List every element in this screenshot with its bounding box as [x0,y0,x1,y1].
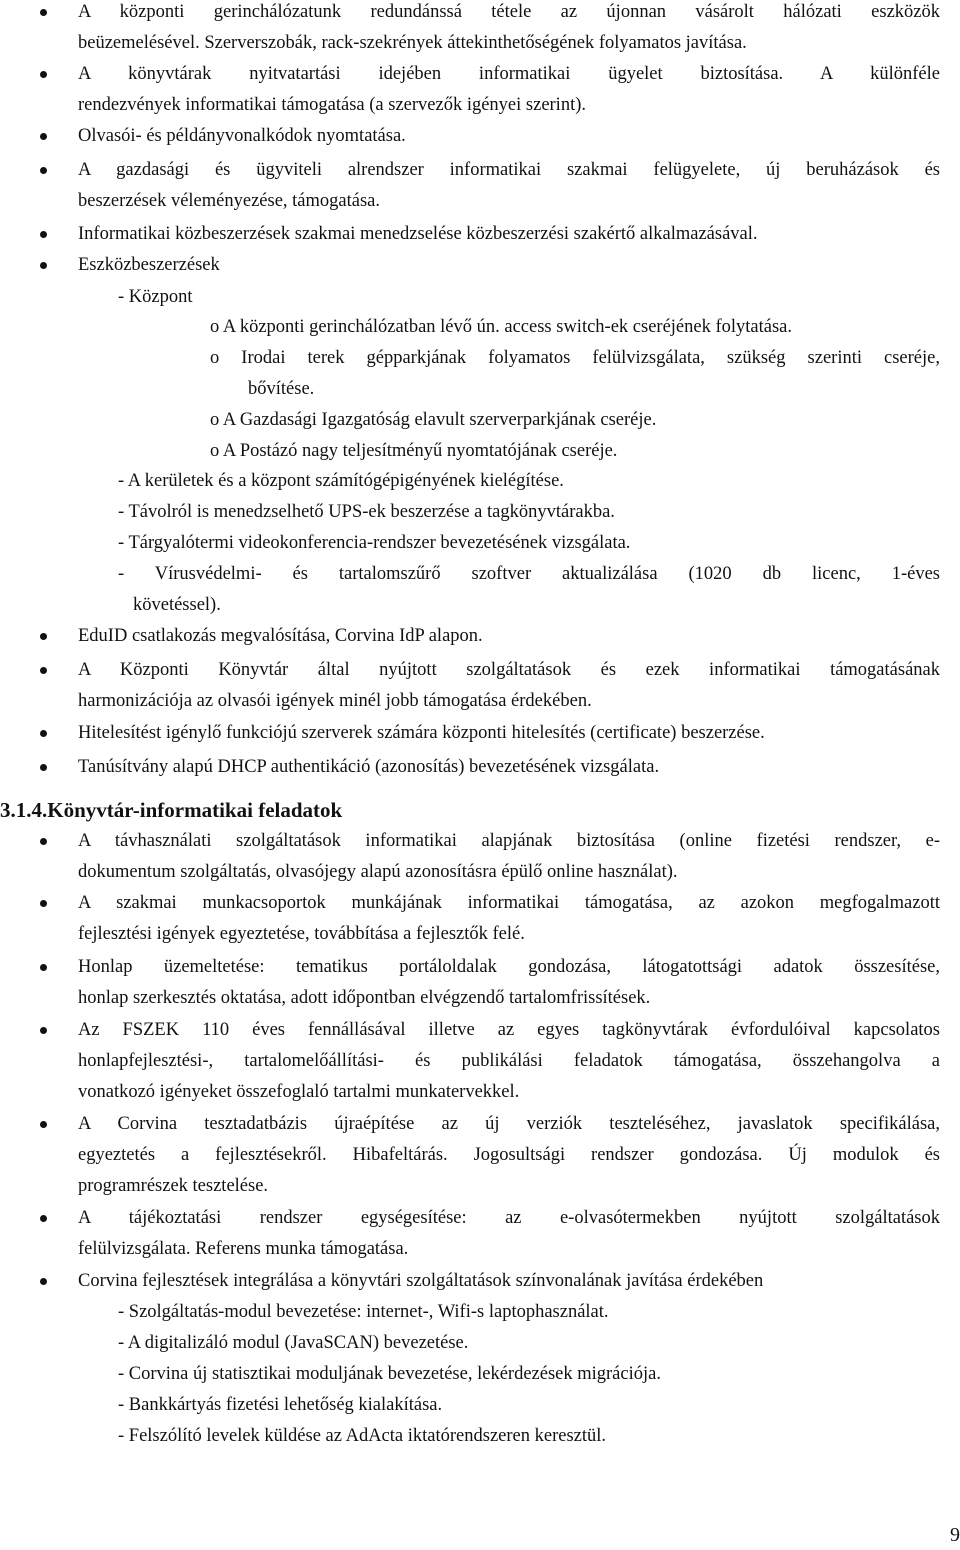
dash-item: - A digitalizáló modul (JavaSCAN) bevezetése. [118,1333,469,1353]
dash-item: - A kerületek és a központ számítógépigényének kielégítése. [118,471,564,491]
bullet-text: A távhasználati szolgáltatások informatikai alapjának biztosítása (online fizetési rendszer, e- [78,831,940,851]
bullet-icon [40,167,47,174]
dash-item: - Felszólító levelek küldése az AdActa iktatórendszeren keresztül. [118,1426,607,1446]
sub-item: o Irodai terek gépparkjának folyamatos felülvizsgálata, szükség szerinti cseréje, [210,348,940,368]
bullet-text: EduID csatlakozás megvalósítása, Corvina IdP alapon. [78,626,483,646]
bullet-text: fejlesztési igények egyeztetése, továbbítása a fejlesztők felé. [78,924,525,944]
sub-item: o A Gazdasági Igazgatóság elavult szerverparkjának cseréje. [210,410,657,430]
bullet-text: A könyvtárak nyitvatartási idejében informatikai ügyelet biztosítása. A különféle [78,64,940,84]
bullet-text: harmonizációja az olvasói igények minél jobb támogatása érdekében. [78,691,592,711]
bullet-icon [40,9,47,16]
dash-item: - Bankkártyás fizetési lehetőség kialakítása. [118,1395,443,1415]
bullet-text: A Központi Könyvtár által nyújtott szolgáltatások és ezek informatikai támogatásának [78,660,940,680]
sub-item: o A központi gerinchálózatban lévő ún. access switch-ek cseréjének folytatása. [210,317,793,337]
bullet-icon [40,964,47,971]
dash-item: - Tárgyalótermi videokonferencia-rendszer bevezetésének vizsgálata. [118,533,631,553]
bullet-icon [40,133,47,140]
bullet-icon [40,633,47,640]
bullet-icon [40,764,47,771]
bullet-text: Corvina fejlesztések integrálása a könyvtári szolgáltatások színvonalának javítása érdekében [78,1271,764,1291]
bullet-text: beszerzések véleményezése, támogatása. [78,191,380,211]
bullet-text: Hitelesítést igénylő funkciójú szerverek számára központi hitelesítés (certificate) beszerzése. [78,723,765,743]
bullet-icon [40,1215,47,1222]
dash-item: - Vírusvédelmi- és tartalomszűrő szoftver aktualizálása (1020 db licenc, 1-éves [118,564,940,584]
bullet-text: A Corvina tesztadatbázis újraépítése az új verziók teszteléséhez, javaslatok specifikálása, [78,1114,940,1134]
bullet-text: egyeztetés a fejlesztésekről. Hibafeltárás. Jogosultsági rendszer gondozása. Új modulok és [78,1145,940,1165]
bullet-icon [40,838,47,845]
bullet-text: Informatikai közbeszerzések szakmai menedzselése közbeszerzési szakértő alkalmazásával. [78,224,758,244]
bullet-icon [40,667,47,674]
bullet-text: beüzemelésével. Szerverszobák, rack-szekrények áttekinthetőségének folyamatos javítása. [78,33,747,53]
section-heading: 3.1.4.Könyvtár-informatikai feladatok [0,798,343,822]
bullet-icon [40,1121,47,1128]
bullet-icon [40,1278,47,1285]
dash-item-continuation: követéssel). [133,595,221,615]
bullet-text: programrészek tesztelése. [78,1176,269,1196]
bullet-text: A gazdasági és ügyviteli alrendszer informatikai szakmai felügyelete, új beruházások és [78,160,940,180]
dash-item: - Szolgáltatás-modul bevezetése: internet-, Wifi-s laptophasználat. [118,1302,609,1322]
bullet-text: vonatkozó igényeket összefoglaló tartalmi munkatervekkel. [78,1082,520,1102]
bullet-text: honlapfejlesztési-, tartalomelőállítási- és publikálási feladatok támogatása, összehangolva a [78,1051,940,1071]
dash-item: - Távolról is menedzselhető UPS-ek beszerzése a tagkönyvtárakba. [118,502,615,522]
bullet-text: Az FSZEK 110 éves fennállásával illetve az egyes tagkönyvtárak évfordulóival kapcsolatos [78,1020,940,1040]
dash-item: - Központ [118,287,193,307]
bullet-text: honlap szerkesztés oktatása, adott időpontban elvégzendő tartalomfrissítések. [78,988,651,1008]
bullet-text: Eszközbeszerzések [78,255,220,275]
sub-item-continuation: bővítése. [248,379,315,399]
bullet-icon [40,231,47,238]
sub-item: o A Postázó nagy teljesítményű nyomtatójának cseréje. [210,441,618,461]
bullet-text: rendezvények informatikai támogatása (a szervezők igényei szerint). [78,95,587,115]
bullet-icon [40,262,47,269]
bullet-text: Honlap üzemeltetése: tematikus portáloldalak gondozása, látogatottsági adatok összesítése, [78,957,940,977]
dash-item: - Corvina új statisztikai moduljának bevezetése, lekérdezések migrációja. [118,1364,661,1384]
bullet-text: A tájékoztatási rendszer egységesítése: az e-olvasótermekben nyújtott szolgáltatások [78,1208,940,1228]
bullet-text: Tanúsítvány alapú DHCP authentikáció (azonosítás) bevezetésének vizsgálata. [78,757,660,777]
bullet-icon [40,730,47,737]
bullet-text: Olvasói- és példányvonalkódok nyomtatása. [78,126,406,146]
bullet-text: A szakmai munkacsoportok munkájának informatikai támogatása, az azokon megfogalmazott [78,893,940,913]
bullet-text: dokumentum szolgáltatás, olvasójegy alapú azonosításra épülő online használat). [78,862,678,882]
bullet-text: felülvizsgálata. Referens munka támogatása. [78,1239,409,1259]
bullet-text: A központi gerinchálózatunk redundánssá tétele az újonnan vásárolt hálózati eszközök [78,2,940,22]
page-number: 9 [950,1524,960,1546]
bullet-icon [40,900,47,907]
bullet-icon [40,1027,47,1034]
bullet-icon [40,71,47,78]
